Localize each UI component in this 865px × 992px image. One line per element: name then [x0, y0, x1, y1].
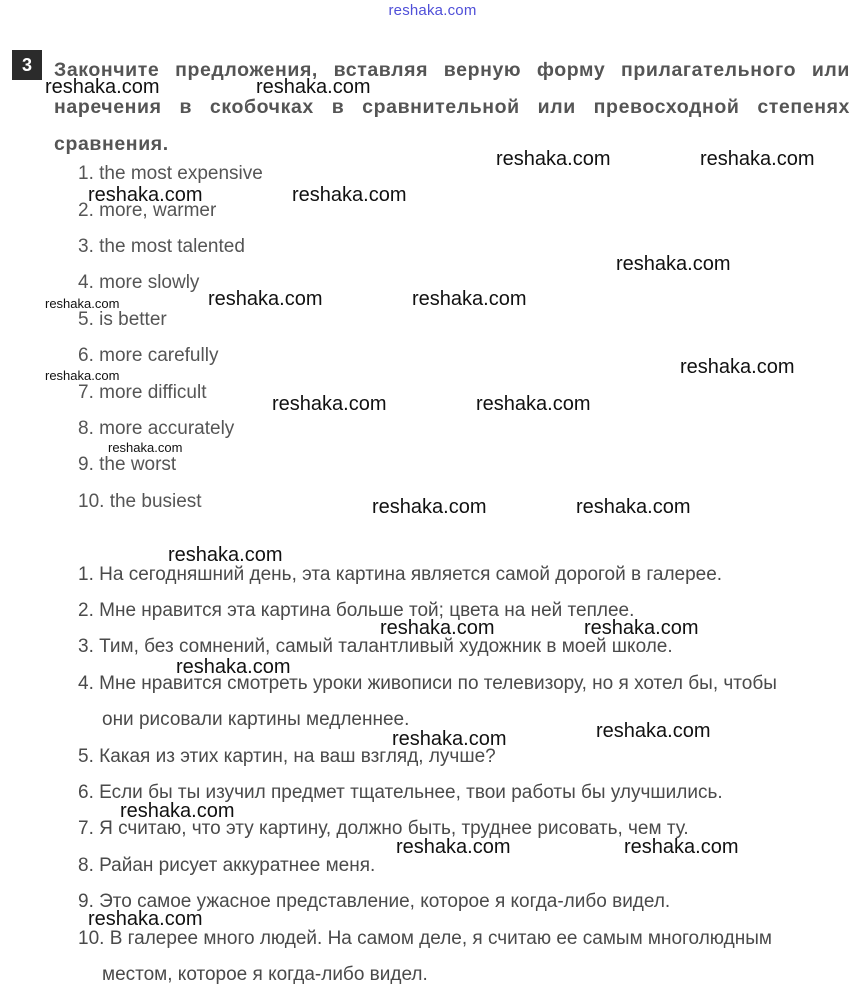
watermark: reshaka.com	[396, 836, 511, 858]
translation-item: 5. Какая из этих картин, на ваш взгляд, лучше?	[78, 746, 496, 767]
watermark: reshaka.com	[380, 617, 495, 639]
watermark: reshaka.com	[176, 656, 291, 678]
translation-item: 8. Райан рисует аккуратнее меня.	[78, 855, 376, 876]
answer-item: 7. more difficult	[78, 382, 207, 403]
watermark: reshaka.com	[700, 148, 815, 170]
translation-item: 2. Мне нравится эта картина больше той; цвета на ней теплее.	[78, 600, 635, 621]
answer-item: 10. the busiest	[78, 491, 202, 512]
watermark: reshaka.com	[680, 356, 795, 378]
watermark: reshaka.com	[108, 440, 183, 455]
watermark: reshaka.com	[596, 720, 711, 742]
watermark: reshaka.com	[292, 184, 407, 206]
watermark: reshaka.com	[120, 800, 235, 822]
translation-item-continued: они рисовали картины медленнее.	[102, 709, 410, 730]
watermark: reshaka.com	[45, 296, 120, 311]
watermark: reshaka.com	[412, 288, 527, 310]
watermark: reshaka.com	[256, 76, 371, 98]
watermark: reshaka.com	[576, 496, 691, 518]
task-instruction: Закончите предложения, вставляя верную форму прилагательного или наречения в скобочках в сравнительной или превосходной степенях сравнения.	[54, 59, 850, 155]
translation-item: 3. Тим, без сомнений, самый талантливый художник в моей школе.	[78, 636, 673, 657]
watermark: reshaka.com	[272, 393, 387, 415]
watermark: reshaka.com	[88, 908, 203, 930]
answer-item: 3. the most talented	[78, 236, 245, 257]
watermark: reshaka.com	[624, 836, 739, 858]
translation-item: 4. Мне нравится смотреть уроки живописи по телевизору, но я хотел бы, чтобы	[78, 673, 777, 694]
watermark: reshaka.com	[496, 148, 611, 170]
watermark: reshaka.com	[208, 288, 323, 310]
answer-item: 1. the most expensive	[78, 163, 263, 184]
watermark: reshaka.com	[584, 617, 699, 639]
answer-item: 2. more, warmer	[78, 200, 217, 221]
answer-item: 4. more slowly	[78, 272, 200, 293]
site-header-link[interactable]: reshaka.com	[388, 2, 477, 19]
translation-item: 6. Если бы ты изучил предмет тщательнее, твои работы бы улучшились.	[78, 782, 723, 803]
watermark: reshaka.com	[45, 368, 120, 383]
watermark: reshaka.com	[45, 76, 160, 98]
answer-item: 9. the worst	[78, 454, 177, 475]
answer-item: 6. more carefully	[78, 345, 219, 366]
translation-item-continued: местом, которое я когда-либо видел.	[102, 964, 428, 985]
watermark: reshaka.com	[616, 253, 731, 275]
watermark: reshaka.com	[168, 544, 283, 566]
answer-item: 5. is better	[78, 309, 167, 330]
task-number-badge: 3	[12, 50, 42, 80]
watermark: reshaka.com	[476, 393, 591, 415]
translation-item: 7. Я считаю, что эту картину, должно быть, труднее рисовать, чем ту.	[78, 818, 689, 839]
watermark: reshaka.com	[88, 184, 203, 206]
answer-item: 8. more accurately	[78, 418, 235, 439]
translation-item: 9. Это самое ужасное представление, которое я когда-либо видел.	[78, 891, 671, 912]
watermark: reshaka.com	[372, 496, 487, 518]
watermark: reshaka.com	[392, 728, 507, 750]
translation-item: 10. В галерее много людей. На самом деле, я считаю ее самым многолюдным	[78, 928, 772, 949]
translation-item: 1. На сегодняшний день, эта картина является самой дорогой в галерее.	[78, 564, 723, 585]
